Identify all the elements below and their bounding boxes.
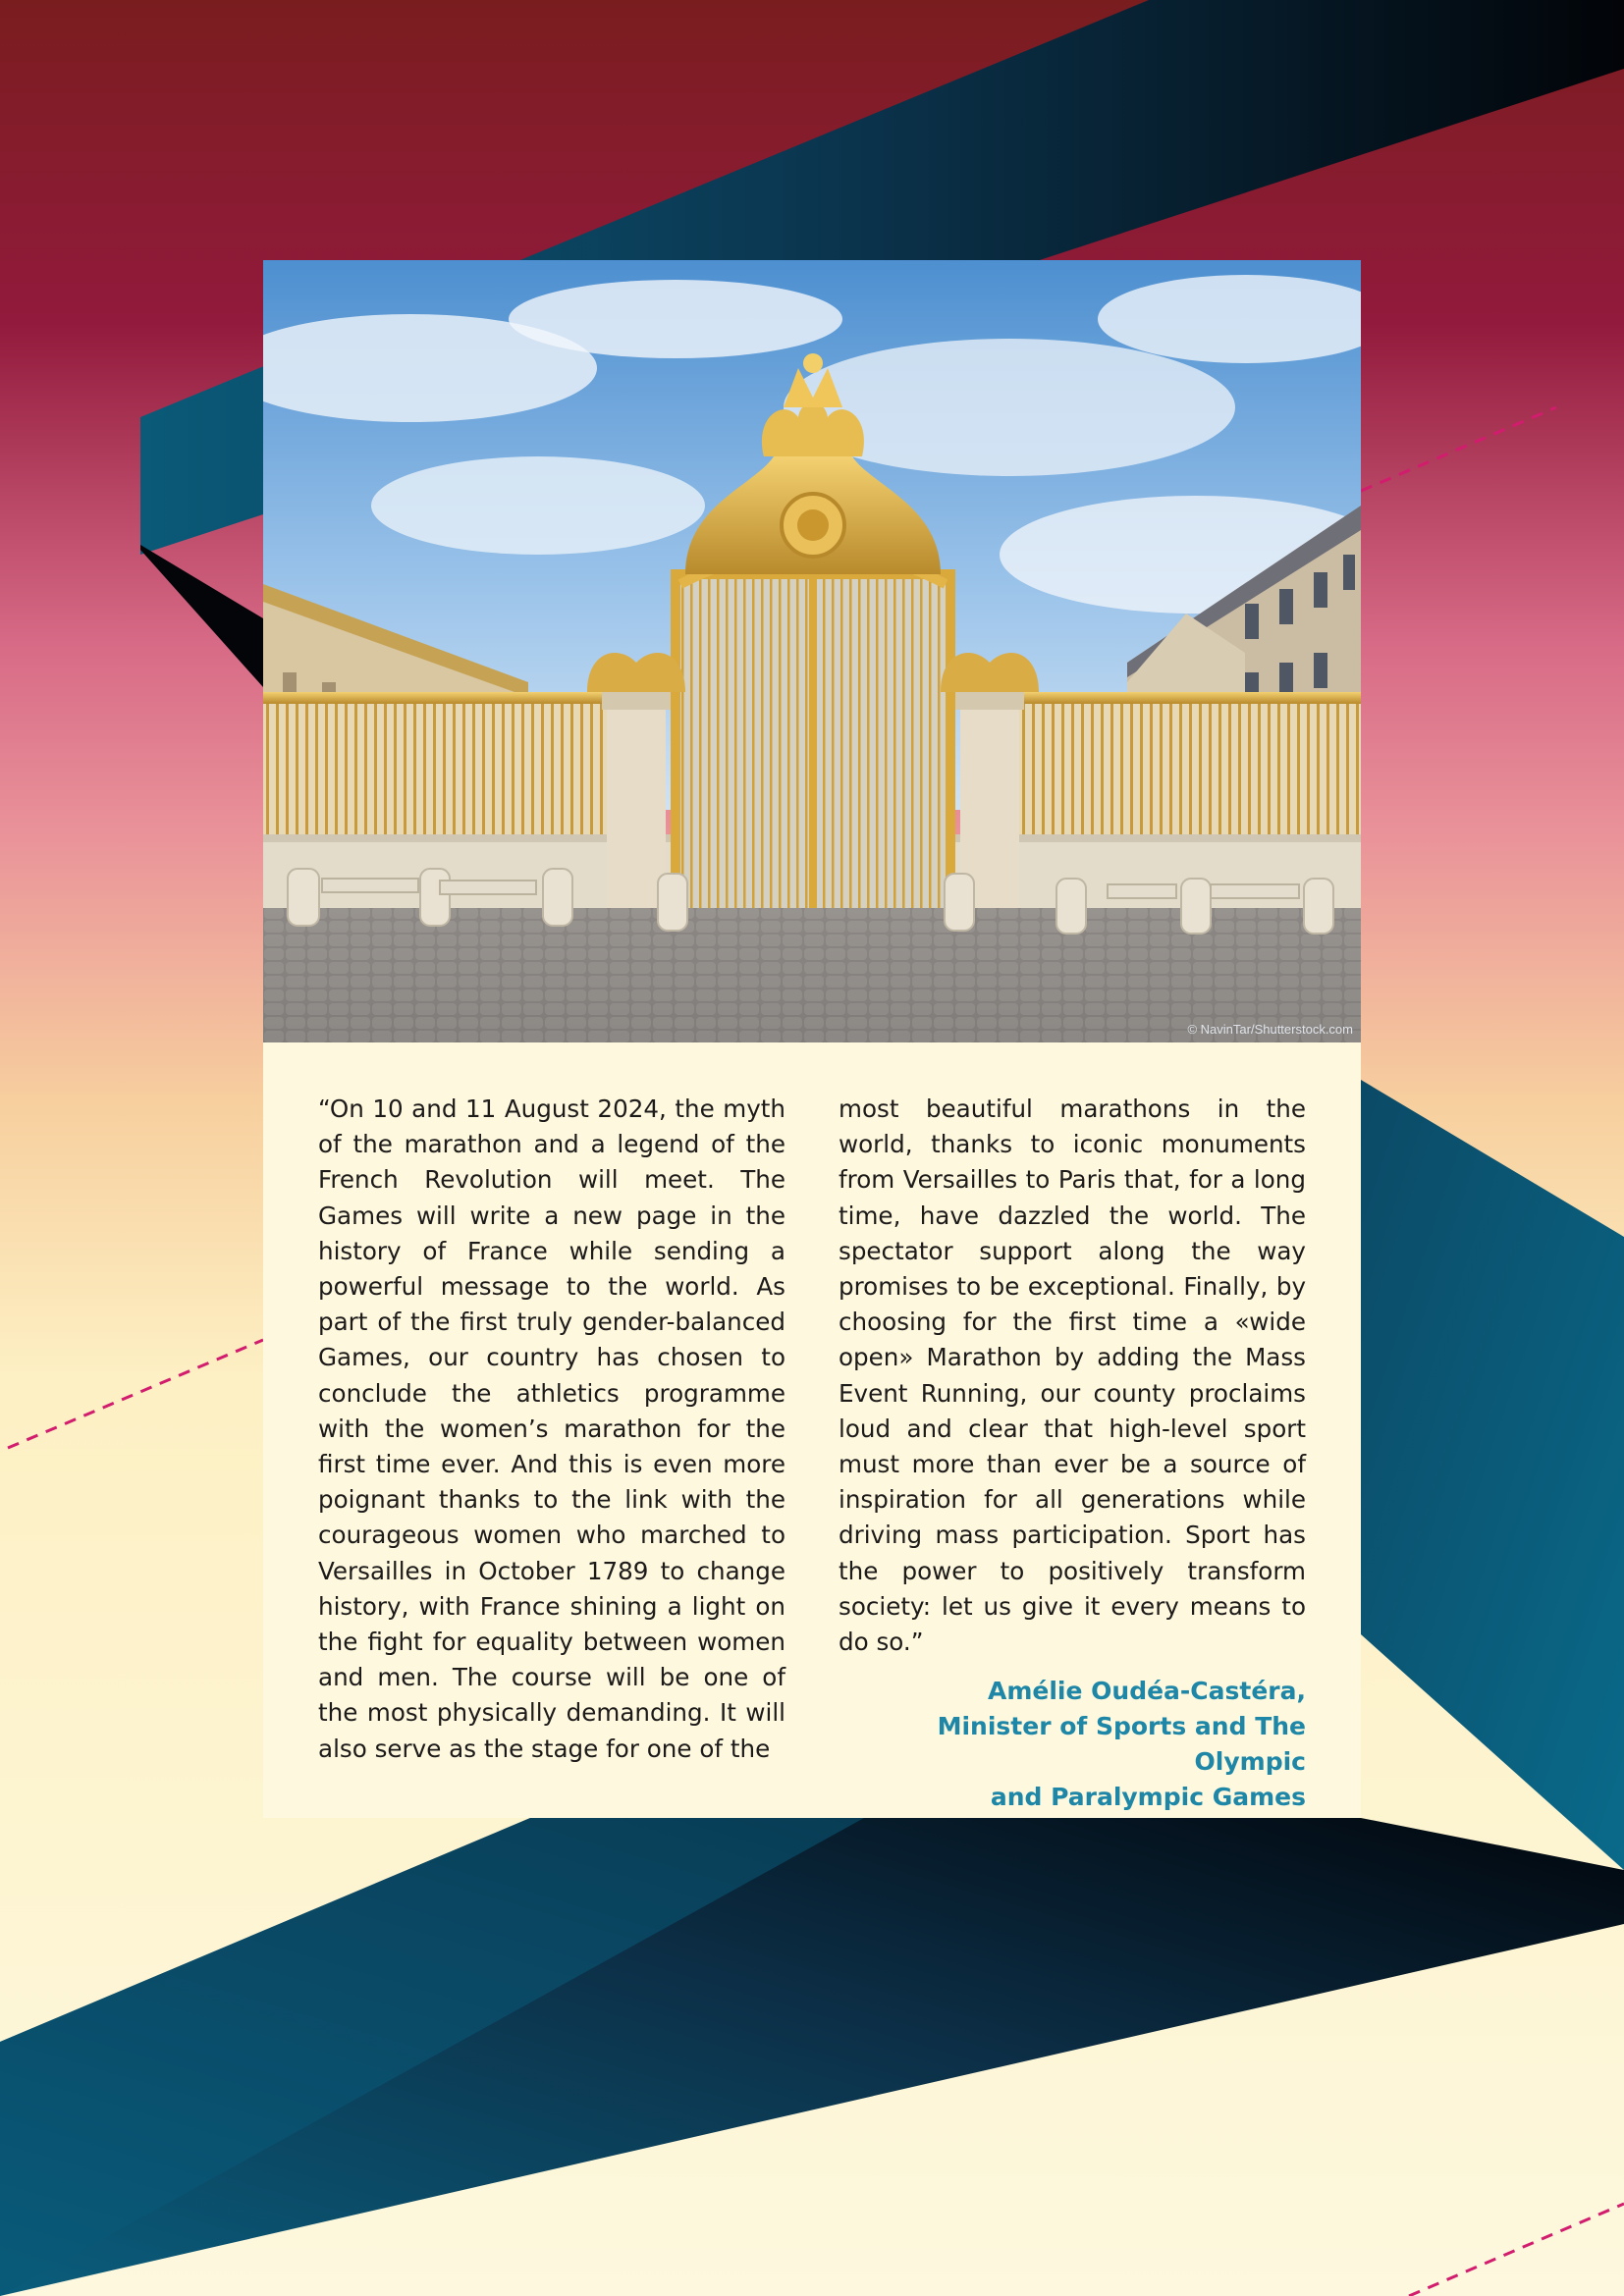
photo-credit: © NavinTar/Shutterstock.com — [1187, 1022, 1353, 1037]
versailles-gate-photo — [263, 260, 1361, 1042]
quote-text-right: most beautiful marathons in the world, thanks to iconic monuments from Versailles to Paris that, for a long time, have dazzled the world. The spectator support along the way promises to be exceptional. Finally, by choosing for the first time a «wide open» Marathon by adding the Mass Event Running, our county proclaims loud and clear that high-level sport must more than ever be a source of inspiration for all generations while driving mass participation. Sport has the power to positively transform society: let us give it every means to do so.” — [839, 1095, 1306, 1657]
quote-left-column — [318, 1092, 785, 1767]
quote-panel — [263, 1042, 1361, 1818]
quote-right-column — [839, 1092, 1306, 1815]
signature-title-line2: and Paralympic Games — [990, 1783, 1306, 1812]
signature-block — [839, 1674, 1306, 1815]
signature-title-line1: Minister of Sports and The Olympic — [937, 1712, 1306, 1777]
signature-name: Amélie Oudéa-Castéra, — [988, 1677, 1306, 1706]
quote-text-left: “On 10 and 11 August 2024, the myth of the marathon and a legend of the French Revolution will meet. The Games will write a new page in the history of France while sending a powerful message to the world. As part of the first truly gender-balanced Games, our country has chosen to conclude the athletics programme with the women’s marathon for the first time ever. And this is even more poignant thanks to the link with the courageous women who marched to Versailles in October 1789 to change history, with France shining a light on the fight for equality between women and men. The course will be one of the most physically demanding. It will also serve as the stage for one of the — [318, 1095, 785, 1763]
